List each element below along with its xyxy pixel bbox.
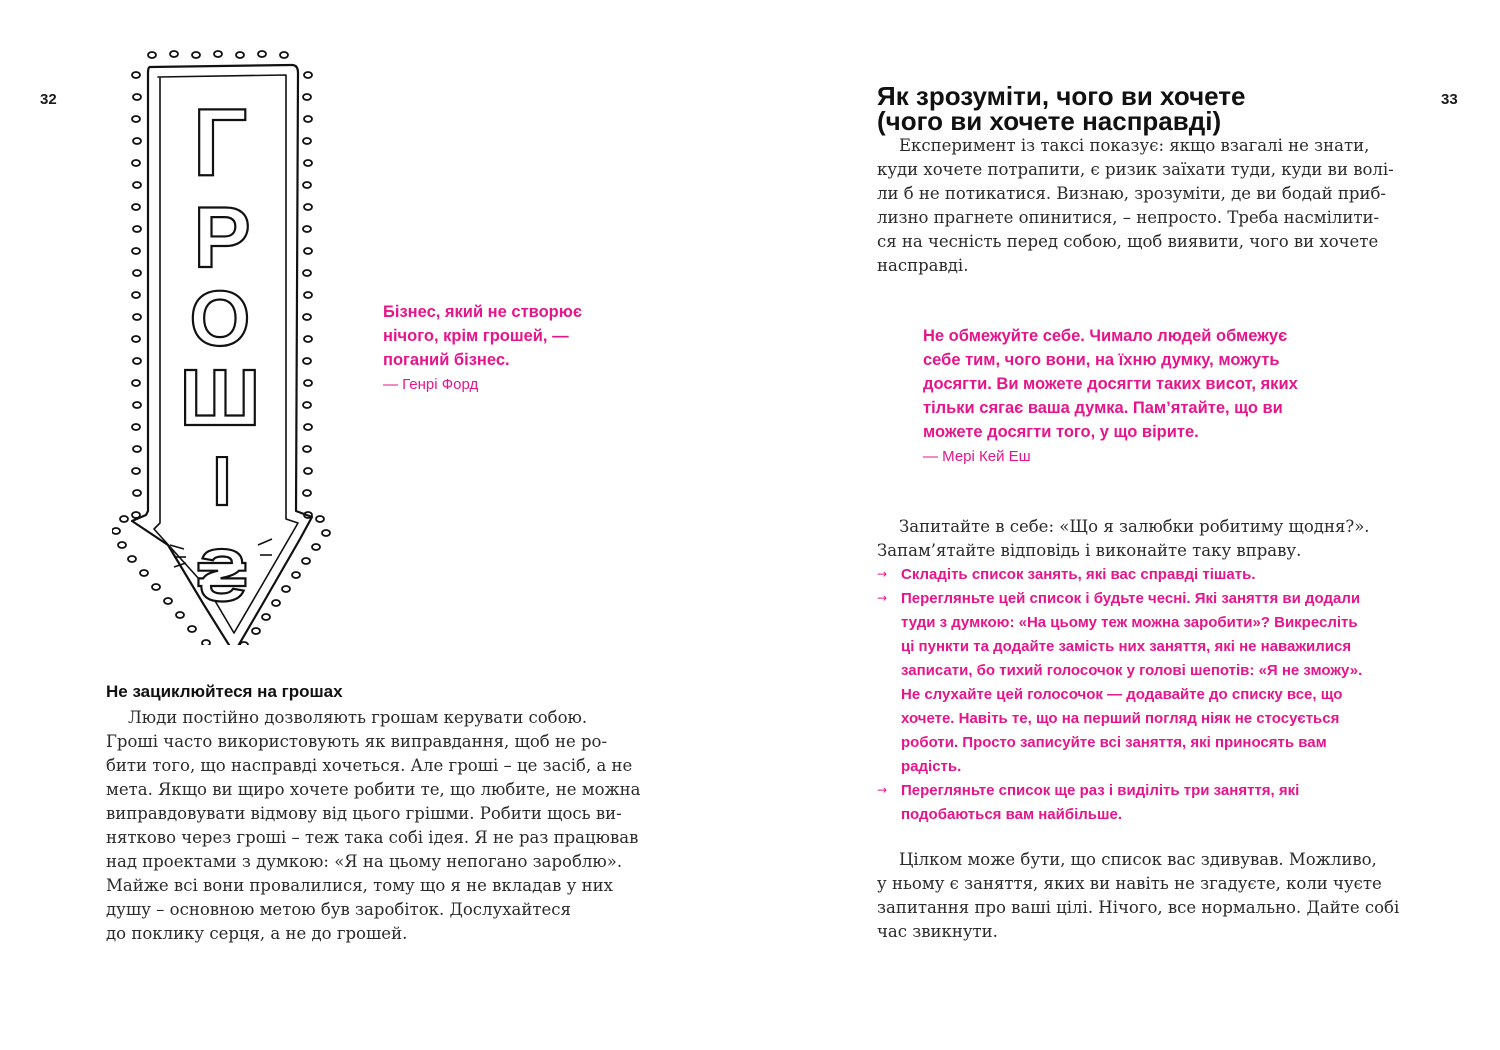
body-line: мета. Якщо ви щиро хочете робити те, що любите, не можна (106, 780, 641, 799)
intro-line: Експеримент із таксі показує: якщо взагалі не знати, (899, 136, 1370, 155)
border-dot (152, 584, 160, 590)
arrow-right-icon: → (877, 567, 888, 581)
intro-line: лизно прагнете опинитися, – непросто. Треба насмілити- (877, 208, 1380, 227)
quote-right (923, 324, 1298, 465)
section-title-left: Не зациклюйтеся на грошах (106, 682, 343, 701)
quote-left-author: — Генрі Форд (383, 376, 479, 393)
border-dot (303, 226, 311, 232)
border-dot (133, 182, 141, 188)
border-dot (303, 94, 311, 100)
letter-4: І (212, 442, 232, 520)
border-dot (304, 468, 312, 474)
border-dot (280, 52, 288, 58)
closing-line: запитання про ваші цілі. Нічого, все нормально. Дайте собі (877, 898, 1400, 917)
border-dot (303, 490, 311, 496)
border-dot (304, 380, 312, 386)
quote-left-line: поганий бізнес. (383, 351, 510, 369)
quote-left (383, 300, 582, 393)
border-dot (304, 72, 312, 78)
body-line: Гроші часто використовують як виправдання, щоб не ро- (106, 732, 608, 751)
closing-line: Цілком може бути, що список вас здивував. Можливо, (899, 850, 1377, 869)
list-line: туди з думкою: «На цьому теж можна заробити»? Викресліть (901, 614, 1358, 631)
body-line: душу – основною метою був заробіток. Дослухайтеся (106, 900, 571, 919)
border-dot (304, 204, 312, 210)
border-dot (128, 556, 136, 562)
closing-text-right (877, 848, 1399, 944)
quote-left-line: нічого, крім грошей, — (383, 327, 569, 345)
list-item (877, 587, 1362, 779)
money-arrow-illustration (112, 45, 352, 645)
border-dot (262, 614, 270, 620)
border-dot (316, 516, 324, 522)
body-text-left (106, 706, 641, 946)
body-line: до поклику серця, а не до грошей. (106, 924, 408, 943)
border-dot (304, 292, 312, 298)
list-item (877, 779, 1362, 827)
border-dot (132, 72, 140, 78)
border-dot (303, 314, 311, 320)
border-dot (133, 94, 141, 100)
border-dot (292, 572, 300, 578)
border-dot (133, 446, 141, 452)
border-dot (133, 270, 141, 276)
arrow-right-icon: → (877, 591, 888, 605)
letter-1: Р (193, 190, 251, 286)
border-dot (132, 160, 140, 166)
list-line: записати, бо тихий голосочок у голові шепотів: «Я не зможу». (901, 662, 1363, 679)
border-dot (303, 402, 311, 408)
list-line: ці пункти та додайте замість них заняття, які не наважилися (901, 638, 1352, 655)
border-dot (304, 424, 312, 430)
page-number-left: 32 (40, 91, 57, 108)
border-dot (112, 528, 120, 534)
list-line: Не слухайте цей голосочок — додавайте до списку все, що (901, 686, 1343, 703)
border-dot (133, 226, 141, 232)
border-dot (192, 52, 200, 58)
page-number-right: 33 (1441, 91, 1458, 108)
closing-line: час звикнути. (877, 922, 998, 941)
middle-text-right (877, 515, 1370, 563)
quote-right-line: тільки сягає ваша думка. Пам’ятайте, що ви (923, 399, 1283, 417)
list-line: хочете. Навіть те, що на перший погляд ніяк не стосується (901, 710, 1340, 727)
currency-sign: ₴ (197, 534, 247, 617)
border-dot (236, 52, 244, 58)
title-line: Як зрозуміти, чого ви хочете (877, 81, 1246, 111)
list-line: Складіть список занять, які вас справді тішать. (901, 566, 1256, 583)
border-dot (252, 628, 260, 634)
border-dot (132, 248, 140, 254)
intro-line: ся на чесність перед собою, щоб виявити, чого ви хочете (877, 232, 1379, 251)
body-line: Люди постійно дозволяють грошам керувати собою. (128, 708, 588, 727)
border-dot (304, 116, 312, 122)
quote-left-line: Бізнес, який не створює (383, 303, 582, 321)
border-dot (132, 468, 140, 474)
border-dot (303, 358, 311, 364)
body-line: над проектами з думкою: «Я на цьому непогано зароблю». (106, 852, 623, 871)
border-dot (140, 570, 148, 576)
border-dot (118, 542, 126, 548)
quote-right-author: — Мері Кей Еш (923, 448, 1031, 465)
list-line: Перегляньте список ще раз і виділіть три заняття, які (901, 782, 1300, 799)
list-line: роботи. Просто записуйте всі заняття, які приносять вам (901, 734, 1327, 751)
list-line: подобаються вам найбільше. (901, 806, 1123, 823)
intro-line: насправді. (877, 256, 969, 275)
border-dot (303, 446, 311, 452)
quote-right-line: досягти. Ви можете досягти таких висот, яких (923, 375, 1298, 393)
border-dot (304, 248, 312, 254)
body-line: виправдовувати відмову від цього грішми. Робити щось ви- (106, 804, 622, 823)
border-dot (303, 270, 311, 276)
title-line: (чого ви хочете насправді) (877, 106, 1222, 136)
border-dot (312, 544, 320, 550)
arrow-right-icon: → (877, 783, 888, 797)
border-dot (202, 640, 210, 645)
border-dot (304, 336, 312, 342)
border-dot (132, 380, 140, 386)
letter-3: Ш (179, 353, 261, 442)
border-dot (132, 292, 140, 298)
border-dot (133, 402, 141, 408)
body-line: нятково через гроші – теж така собі ідея. Я не раз працював (106, 828, 639, 847)
page-title-right (877, 81, 1246, 136)
border-dot (214, 51, 222, 57)
border-dot (133, 314, 141, 320)
border-dot (176, 612, 184, 618)
border-dot (133, 490, 141, 496)
border-dot (133, 138, 141, 144)
border-dot (302, 558, 310, 564)
quote-right-line: Не обмежуйте себе. Чимало людей обмежує (923, 327, 1288, 345)
border-dot (132, 116, 140, 122)
body-line: бити того, що насправді хочеться. Але гроші – це засіб, а не (106, 756, 633, 775)
list-item (877, 563, 1362, 587)
border-dot (304, 160, 312, 166)
border-dot (322, 530, 330, 536)
border-dot (120, 516, 128, 522)
border-dot (132, 424, 140, 430)
border-dot (303, 182, 311, 188)
border-dot (303, 138, 311, 144)
border-dot (132, 336, 140, 342)
letter-0: Г (192, 89, 248, 196)
list-line: Перегляньте цей список і будьте чесні. Які заняття ви додали (901, 590, 1361, 607)
middle-line: Запитайте в себе: «Що я залюбки робитиму щодня?». (899, 517, 1370, 536)
border-dot (133, 358, 141, 364)
quote-right-line: себе тим, чого вони, на їхню думку, можуть (923, 351, 1280, 369)
border-dot (272, 600, 280, 606)
border-dot (170, 51, 178, 57)
middle-line: Запам’ятайте відповідь і виконайте таку вправу. (877, 541, 1302, 560)
border-dot (258, 51, 266, 57)
intro-text-right (877, 134, 1394, 278)
border-dot (164, 598, 172, 604)
letter-2: О (189, 274, 251, 362)
exercise-list (877, 563, 1362, 827)
border-dot (148, 52, 156, 58)
border-dot (188, 626, 196, 632)
body-line: Майже всі вони провалилися, тому що я не вкладав у них (106, 876, 613, 895)
intro-line: ли б не потикатися. Визнаю, зрозуміти, де ви бодай приб- (877, 184, 1386, 203)
list-line: радість. (901, 758, 962, 775)
quote-right-line: можете досягти того, у що вірите. (923, 423, 1199, 441)
border-dot (132, 204, 140, 210)
intro-line: куди хочете потрапити, є ризик заїхати туди, куди ви волі- (877, 160, 1394, 179)
border-dot (282, 586, 290, 592)
closing-line: у ньому є заняття, яких ви навіть не згадуєте, коли чуєте (877, 874, 1382, 893)
